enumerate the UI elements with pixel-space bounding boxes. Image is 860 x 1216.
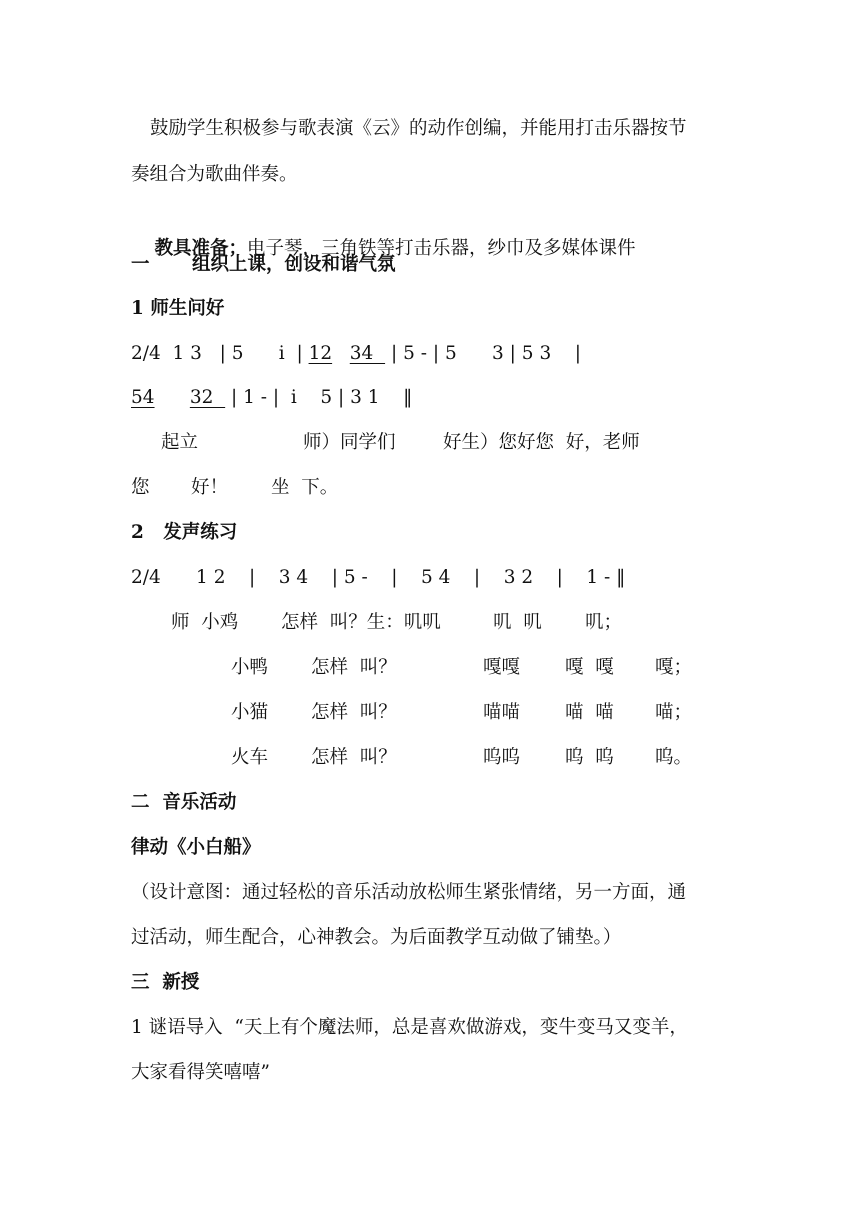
vocal-row-2 xyxy=(131,653,731,683)
notation-underlined: 12 xyxy=(308,343,333,364)
vocal-row-3 xyxy=(131,698,731,728)
section-1-number: 一 xyxy=(131,254,150,275)
vocal-cell: 叽； xyxy=(585,612,623,633)
materials-label: 教具准备； xyxy=(154,238,248,259)
vocal-cell: 呜。 xyxy=(655,747,693,768)
vocal-row-1 xyxy=(131,608,731,638)
lyric-segment: 师）同学们 xyxy=(303,432,396,453)
greeting-lyrics-line-1 xyxy=(131,428,731,458)
lyric-segment: 好！ xyxy=(191,477,229,498)
vocal-cell: 嘎； xyxy=(655,657,693,678)
notation-underlined: 34 xyxy=(349,343,386,364)
vocal-cell: 喵喵 xyxy=(483,702,521,723)
vocal-cell: 火车 xyxy=(231,747,269,768)
vocal-cell: 叽 叽 xyxy=(493,612,542,633)
section-2-heading: 二 音乐活动 xyxy=(131,792,237,813)
greeting-notation-line-1 xyxy=(131,339,581,369)
section-1-heading xyxy=(131,250,731,280)
lyric-segment: 您 xyxy=(131,477,150,498)
materials-text: 电子琴，三角铁等打击乐器，纱巾及多媒体课件 xyxy=(247,238,636,259)
design-note-line-2: 过活动，师生配合，心神教会。为后面教学互动做了铺垫。） xyxy=(131,927,622,948)
greeting-lyrics-line-2 xyxy=(131,473,731,503)
vocal-cell: 嘎嘎 xyxy=(483,657,521,678)
vocal-cell: 怎样 叫？ xyxy=(311,702,397,723)
lyric-segment: 起立 xyxy=(161,432,199,453)
vocal-cell: 呜 呜 xyxy=(565,747,614,768)
notation-segment xyxy=(155,387,190,408)
greeting-notation-line-2 xyxy=(131,383,412,413)
vocal-cell: 喵 喵 xyxy=(565,702,614,723)
vocal-cell: 怎样 叫？生：叽叽 xyxy=(281,612,441,633)
vocal-cell: 小猫 xyxy=(231,702,269,723)
objective-line-1: 鼓励学生积极参与歌表演《云》的动作创编，并能用打击乐器按节 xyxy=(150,118,687,139)
vocal-notation: 2/4 1 2 | 3 4 | 5 - | 5 4 | 3 2 | 1 - ‖ xyxy=(131,567,626,588)
lyric-segment: 坐 下。 xyxy=(271,477,339,498)
notation-segment: 2/4 1 3 | 5 i | xyxy=(131,343,309,364)
vocal-cell: 呜呜 xyxy=(483,747,521,768)
vocal-cell: 嘎 嘎 xyxy=(565,657,614,678)
riddle-line-1: 1 谜语导入 “天上有个魔法师，总是喜欢做游戏，变牛变马又变羊， xyxy=(131,1017,688,1038)
lyric-segment: 好生）您好您 好，老师 xyxy=(443,432,640,453)
materials-line xyxy=(131,204,636,259)
notation-segment: | 5 - | 5 3 | 5 3 | xyxy=(385,343,581,364)
notation-segment: | 1 - | i 5 | 3 1 ‖ xyxy=(225,387,413,408)
vocal-cell: 喵； xyxy=(655,702,693,723)
greeting-heading: 1 师生问好 xyxy=(131,298,225,319)
design-note-line-1: （设计意图：通过轻松的音乐活动放松师生紧张情绪，另一方面，通 xyxy=(131,882,687,903)
section-2-subtitle: 律动《小白船》 xyxy=(131,837,261,858)
notation-underlined: 32 xyxy=(189,387,226,408)
vocal-cell: 怎样 叫？ xyxy=(311,747,397,768)
vocal-cell: 小鸭 xyxy=(231,657,269,678)
vocal-cell: 师 小鸡 xyxy=(171,612,239,633)
notation-segment xyxy=(332,343,350,364)
notation-underlined: 54 xyxy=(131,387,155,408)
objective-line-2: 奏组合为歌曲伴奏。 xyxy=(131,164,298,185)
section-3-heading: 三 新授 xyxy=(131,972,200,993)
riddle-line-2: 大家看得笑嘻嘻” xyxy=(131,1062,270,1083)
vocal-row-4 xyxy=(131,743,731,773)
section-1-title: 组织上课，创设和谐气氛 xyxy=(192,254,396,275)
vocal-heading: 2 发声练习 xyxy=(131,522,238,543)
vocal-cell: 怎样 叫？ xyxy=(311,657,397,678)
